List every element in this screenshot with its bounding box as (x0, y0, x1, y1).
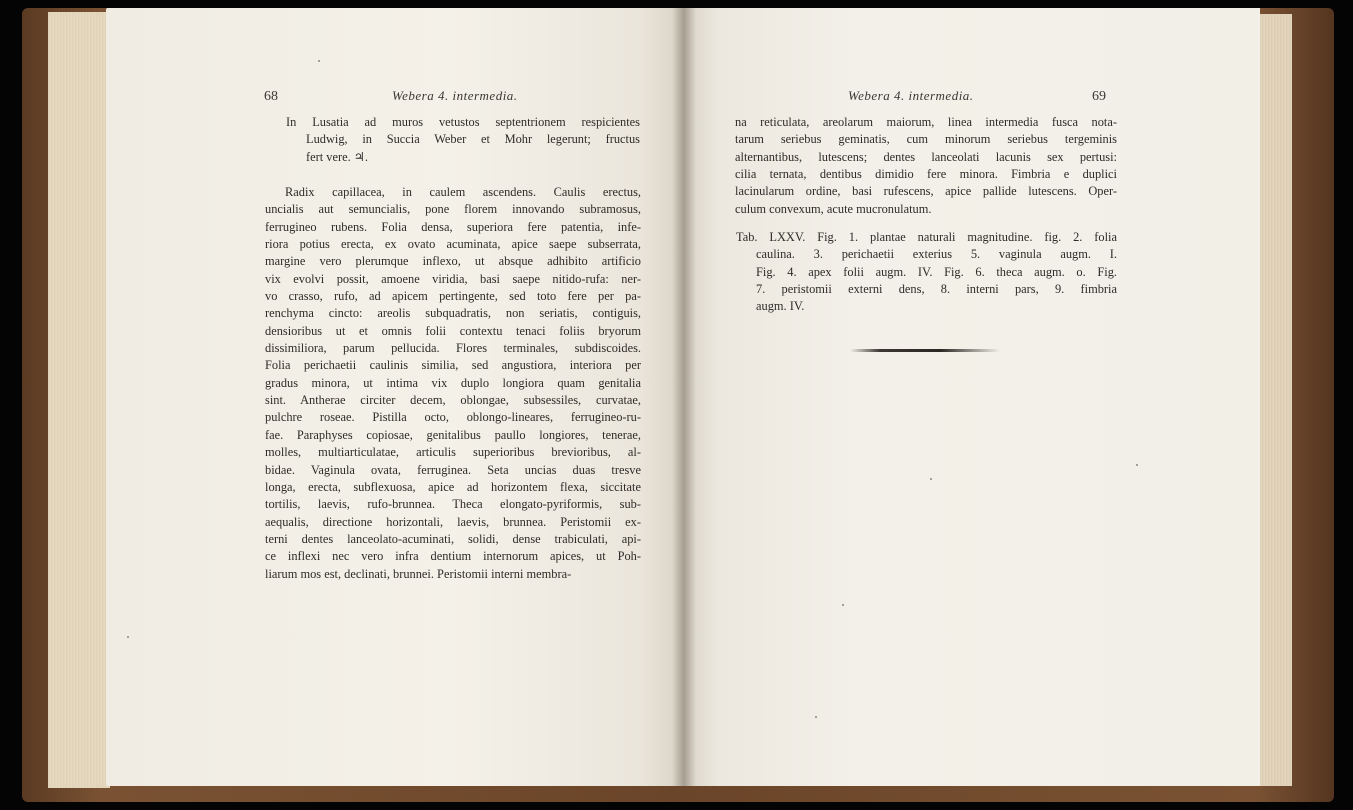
text-line: aequalis, directione horizontali, laevis, brunnea. Peristomii ex- (265, 514, 641, 529)
paper-speck (815, 716, 817, 718)
text-line: ce inflexi nec vero infra dentium internorum apices, ut Poh- (265, 549, 641, 564)
paper-speck (1136, 464, 1138, 466)
text-line: Fig. 4. apex folii augm. IV. Fig. 6. theca augm. o. Fig. (756, 264, 1117, 279)
text-line: fert vere. ♃. (306, 149, 369, 164)
left-page-edges (48, 12, 110, 788)
text-line: lacinularum ordine, basi rufescens, apice pallide lutescens. Oper- (735, 184, 1117, 199)
text-line: Radix capillacea, in caulem ascendens. Caulis erectus, (285, 185, 641, 199)
right-paragraph-continuation (735, 114, 1117, 218)
paper-speck (318, 60, 320, 62)
text-line: vo crasso, rufo, ad apicem pertingente, sed toto fere per pa- (265, 289, 641, 304)
text-line: uncialis aut semuncialis, pone florem innovando subramosus, (265, 202, 641, 217)
text-line: dissimiliora, parum pellucida. Flores terminales, subdiscoides. (265, 341, 641, 356)
left-page-number: 68 (264, 89, 278, 104)
text-line: alternantibus, lutescens; dentes lanceolati lacunis sex pertusi: (735, 149, 1117, 164)
text-line: Ludwig, in Succia Weber et Mohr legerunt; fructus (306, 132, 640, 147)
paper-speck (842, 604, 844, 606)
left-paragraph-description (265, 184, 641, 583)
text-line: culum convexum, acute mucronulatum. (735, 201, 932, 216)
text-line: margine vero plerumque inflexo, ut absque adhibito artificio (265, 254, 641, 269)
right-running-head: Webera 4. intermedia. (848, 88, 974, 103)
right-paragraph-figures (736, 229, 1117, 316)
text-line: na reticulata, areolarum maiorum, linea intermedia fusca nota- (735, 115, 1117, 129)
text-line: Tab. LXXV. Fig. 1. plantae naturali magnitudine. fig. 2. folia (736, 230, 1117, 244)
section-end-rule (850, 349, 1000, 352)
text-line: densioribus ut et omnis folii contextu tenaci foliis bryorum (265, 323, 641, 338)
text-line: tarum seriebus geminatis, cum minorum seriebus tergeminis (735, 132, 1117, 147)
text-line: augm. IV. (756, 299, 805, 314)
text-line: fae. Paraphyses copiosae, genitalibus paullo longiores, tenerae, (265, 427, 641, 442)
left-running-head: Webera 4. intermedia. (392, 88, 518, 103)
text-line: terni dentes lanceolato-acuminati, solidi, dense trabiculati, api- (265, 531, 641, 546)
text-line: 7. peristomii externi dens, 8. interni pars, 9. fimbria (756, 282, 1117, 297)
text-line: renchyma cincto: areolis subquadratis, non seriatis, contiguis, (265, 306, 641, 321)
text-line: molles, multiarticulatae, articulis superioribus brevioribus, al- (265, 445, 641, 460)
text-line: vix evolvi possit, amoene viridia, basi saepe nitido-rufa: ner- (265, 271, 641, 286)
text-line: ferrugineo rubens. Folia densa, superiora fere patentia, infe- (265, 219, 641, 234)
paper-speck (127, 636, 129, 638)
text-line: caulina. 3. perichaetii exterius 5. vaginula augm. I. (756, 247, 1117, 262)
text-line: gradus minora, ut intima vix duplo longiora quam genitalia (265, 375, 641, 390)
paper-speck (930, 478, 932, 480)
text-line: liarum mos est, declinati, brunnei. Peristomii interni membra- (265, 566, 572, 581)
text-line: Folia perichaetii caulinis similia, sed angustiora, interiora per (265, 358, 641, 373)
text-line: longa, erecta, subflexuosa, apice ad horizontem flexa, siccitate (265, 479, 641, 494)
text-line: pulchre roseae. Pistilla octo, oblongo-lineares, ferrugineo-ru- (265, 410, 641, 425)
text-line: riora potius erecta, ex ovato acuminata, apice saepe subserrata, (265, 237, 641, 252)
text-line: bidae. Vaginula ovata, ferruginea. Seta uncias duas tresve (265, 462, 641, 477)
right-page-number: 69 (1092, 89, 1106, 104)
left-paragraph-habitat (286, 114, 640, 166)
text-line: sint. Antherae circiter decem, oblongae, subsessiles, curvatae, (265, 393, 641, 408)
text-line: In Lusatia ad muros vetustos septentrionem respicientes (286, 115, 640, 129)
text-line: cilia ternata, dentibus dimidio fere minora. Fimbria e duplici (735, 167, 1117, 182)
right-page-edges (1256, 14, 1292, 786)
text-line: tortilis, laevis, rufo-brunnea. Theca elongato-pyriformis, sub- (265, 497, 641, 512)
book-gutter (672, 8, 696, 786)
